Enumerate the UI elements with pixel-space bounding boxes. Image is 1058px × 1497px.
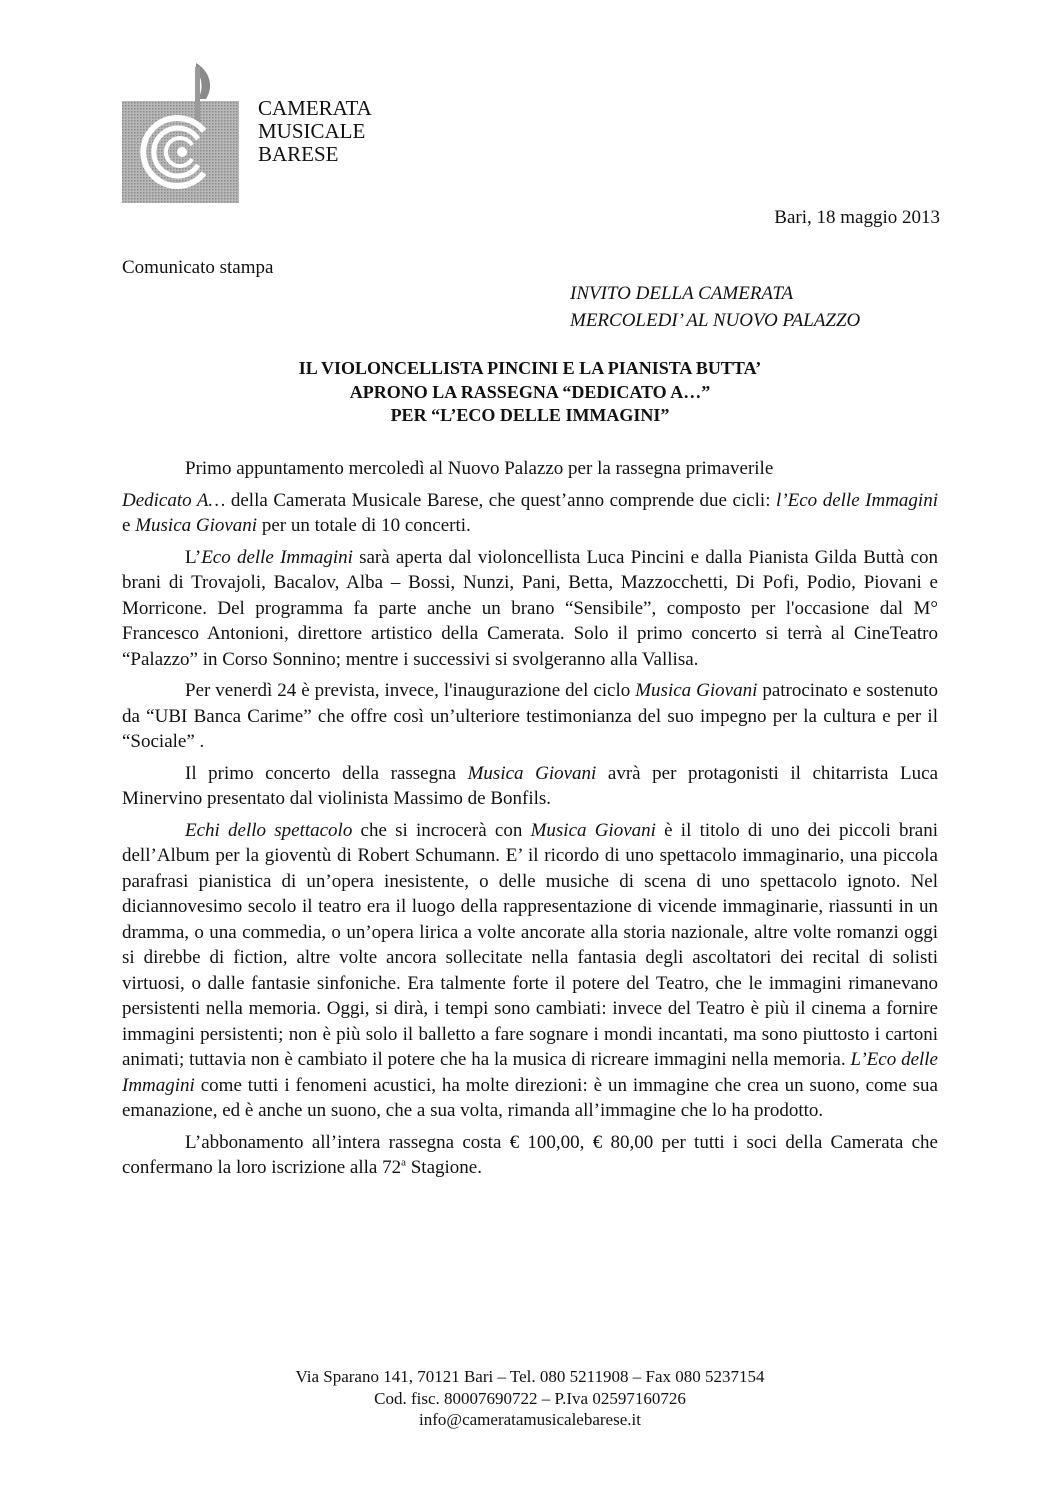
text-span: patrocinato e sostenuto da “UBI Banca Carime” che offre così un’ulteriore testimonianza del suo impegno per la cultura e per il “Sociale” .	[122, 680, 938, 752]
invite-block	[570, 280, 860, 334]
paragraph-1	[122, 488, 938, 539]
text-span: come tutti i fenomeni acustici, ha molte direzioni: è un immagine che crea un suono, come sua emanazione, ed è anche un suono, che a sua volta, rimanda all’immagine che lo ha prodotto.	[122, 1074, 938, 1121]
italic-text: Dedicato A…	[122, 489, 226, 511]
text-span: che si incrocerà con	[352, 819, 531, 841]
paragraph-3	[122, 678, 938, 755]
text-span: della Camerata Musicale Barese, che quest’anno comprende due cicli:	[225, 489, 777, 511]
document-date: Bari, 18 maggio 2013	[774, 207, 940, 228]
text-span: avrà per protagonisti il chitarrista Luca Minervino presentato dal violinista Massimo de Bonfils.	[122, 762, 939, 809]
text-span: L’	[185, 546, 202, 568]
italic-text: l’Eco delle Immagini	[776, 489, 938, 511]
text-span: Il primo concerto della rassegna	[185, 762, 468, 784]
footer-tax-codes: Cod. fisc. 80007690722 – P.Iva 02597160726	[374, 1388, 686, 1408]
footer-email[interactable]: info@cameratamusicalebarese.it	[419, 1410, 641, 1429]
org-line-2: MUSICALE	[258, 119, 366, 143]
italic-text: Eco delle Immagini	[201, 546, 353, 568]
headline-line-2: APRONO LA RASSEGNA “DEDICATO A…”	[349, 381, 711, 402]
text-span: Stagione.	[405, 1157, 482, 1178]
text-span: L’abbonamento all’intera rassegna costa € 100,00, € 80,00 per tutti i soci della Camerata che confermano la loro iscrizione alla 72	[122, 1131, 938, 1178]
footer	[122, 1366, 938, 1431]
org-line-1: CAMERATA	[258, 96, 372, 120]
italic-text: Musica Giovani	[530, 819, 656, 841]
organization-name	[258, 97, 372, 166]
org-line-3: BARESE	[258, 142, 339, 166]
headline-line-3: PER “L’ECO DELLE IMMAGINI”	[390, 405, 670, 425]
paragraph-4	[122, 761, 938, 812]
footer-address: Via Sparano 141, 70121 Bari – Tel. 080 5211908 – Fax 080 5237154	[295, 1367, 765, 1386]
paragraph-2	[122, 545, 938, 673]
text-span: Per venerdì 24 è prevista, invece, l'inaugurazione del ciclo	[185, 680, 636, 701]
headline-line-1: IL VIOLONCELLISTA PINCINI E LA PIANISTA BUTTA’	[298, 358, 762, 378]
headline	[122, 357, 938, 428]
press-release-label: Comunicato stampa	[122, 257, 274, 278]
camerata-logo-icon	[122, 63, 239, 203]
italic-text: Echi dello spettacolo	[185, 819, 353, 841]
italic-text: Musica Giovani	[135, 515, 258, 536]
text-span: è il titolo di uno dei piccoli brani dell’Album per la gioventù di Robert Schumann. E’ il ricordo di uno spettacolo immaginario, una piccola parafrasi pianistica di un’opera inesistente, o delle musiche di scena di uno spettacolo ignoto. Nel diciannovesimo secolo il teatro era il luogo della rappresentazione di vicende immaginarie, riassunti in un dramma, o una commedia, o un’opera lirica a volte ancorate alla storia nazionale, altre volte romanzi oggi si direbbe di fiction, altre volte ancora sollecitate nella fantasia degli ascoltatori dei recital di solisti virtuosi, o dalle fantasie sinfoniche. Era talmente forte il potere del Teatro, che le immagini rimanevano persistenti nella memoria. Oggi, si dirà, i tempi sono cambiati: invece del Teatro è più il cinema a fornire immagini persistenti; non è più solo il balletto a fare sognare i mondi incantati, ma sono piuttosto i cartoni animati; tuttavia non è cambiato il potere che ha la musica di ricreare immagini nella memoria.	[122, 819, 939, 1070]
text-span: per un totale di 10 concerti.	[257, 515, 471, 536]
paragraph-5	[122, 818, 938, 1124]
text-span: e	[122, 515, 136, 536]
superscript: a	[401, 1156, 406, 1169]
invite-line-2: MERCOLEDI’ AL NUOVO PALAZZO	[570, 310, 861, 331]
invite-line-1: INVITO DELLA CAMERATA	[570, 283, 794, 304]
paragraph-6	[122, 1130, 938, 1181]
italic-text: Musica Giovani	[467, 762, 597, 784]
italic-text: Musica Giovani	[635, 680, 758, 701]
italic-text: L’Eco delle Immagini	[122, 1049, 938, 1096]
text-span: sarà aperta dal violoncellista Luca Pincini e dalla Pianista Gilda Buttà con brani di Trovajoli, Bacalov, Alba – Bossi, Nunzi, Pani, Betta, Mazzocchetti, Di Pofi, Podio, Piovani e Morricone. Del programma fa parte anche un brano “Sensibile”, composto per l'occasione dal M° Francesco Antonioni, direttore artistico della Camerata. Solo il primo concerto si terrà al CineTeatro “Palazzo” in Corso Sonnino; mentre i successivi si svolgeranno alla Vallisa.	[122, 546, 938, 670]
paragraph-1-opening: Primo appuntamento mercoledì al Nuovo Palazzo per la rassegna primaverile	[185, 458, 774, 479]
article-body	[122, 456, 938, 1187]
